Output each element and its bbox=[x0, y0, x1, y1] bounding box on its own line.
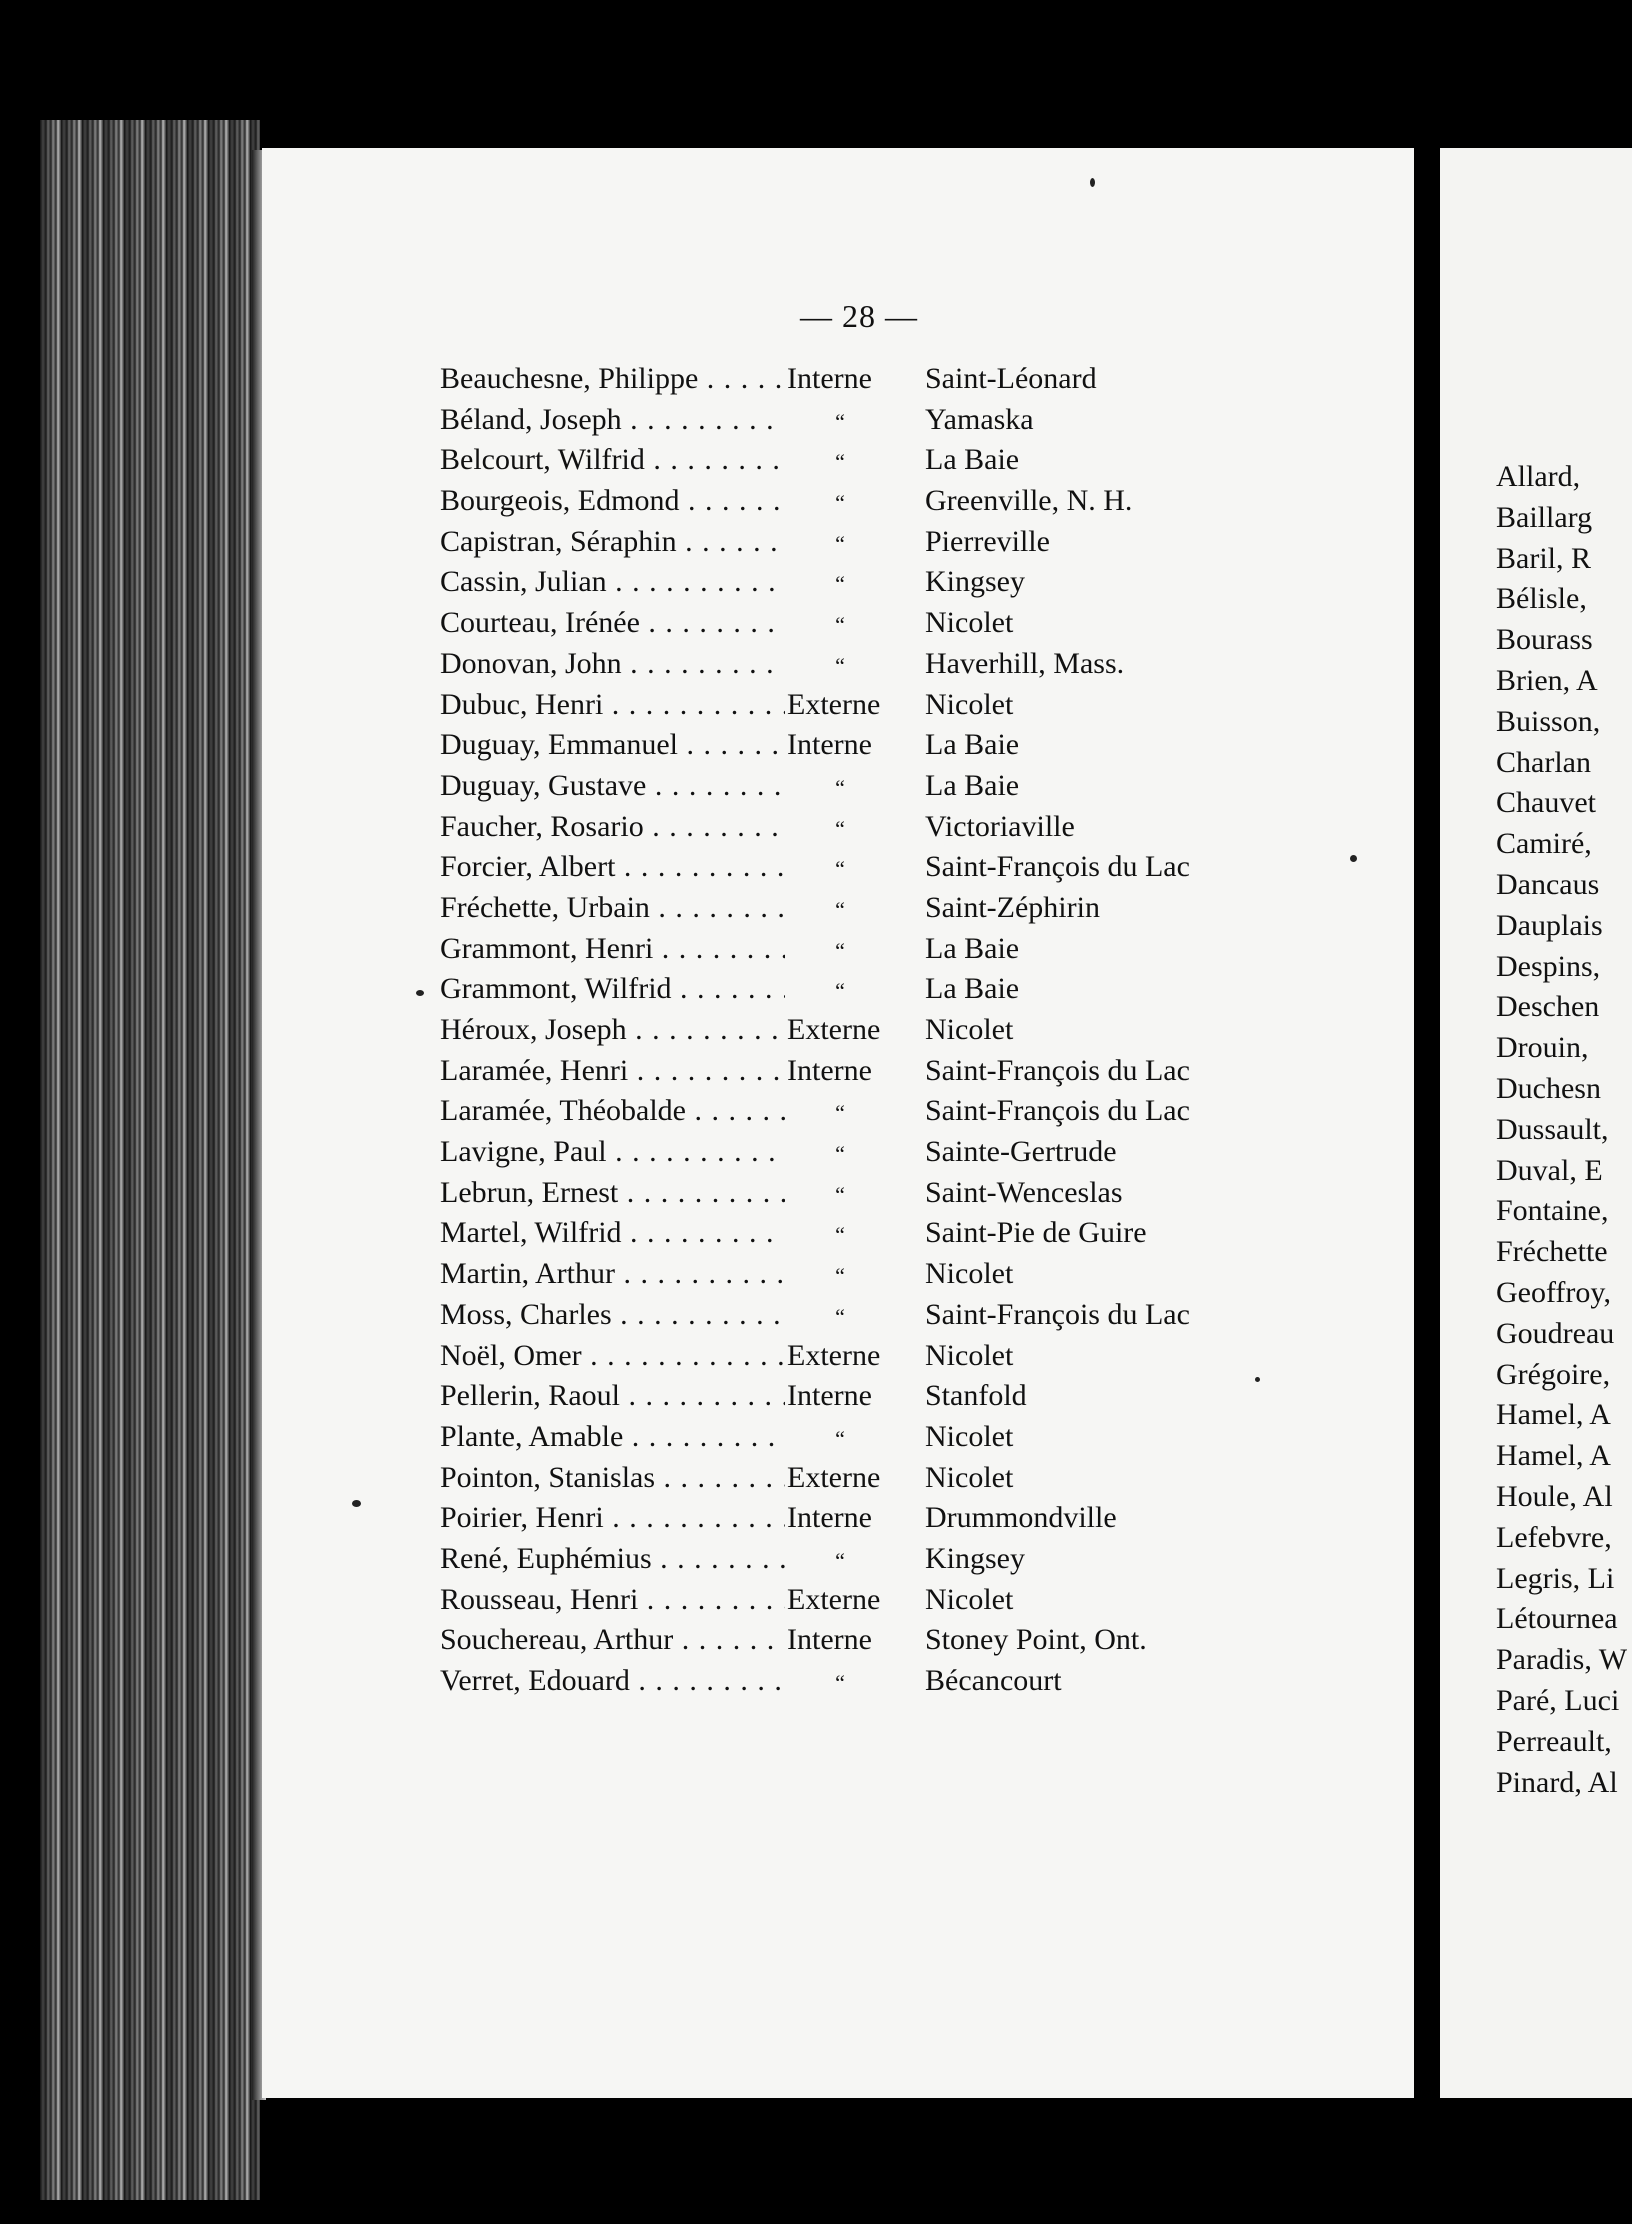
right-page-name: Fontaine, bbox=[1496, 1194, 1609, 1228]
boarding-status bbox=[785, 1542, 1345, 1576]
right-page-name: Dussault, bbox=[1496, 1112, 1609, 1146]
boarding-status bbox=[785, 1420, 1345, 1454]
student-name: Faucher, Rosario . . . bbox=[440, 810, 785, 844]
ditto-mark: “ bbox=[835, 815, 845, 841]
boarding-status: Interne bbox=[785, 362, 1347, 396]
ditto-mark: “ bbox=[835, 1141, 845, 1167]
student-name: Fréchette, Urbain . . . bbox=[440, 891, 785, 925]
right-page-name: Goudreau bbox=[1496, 1316, 1615, 1350]
ink-speck bbox=[1255, 1377, 1260, 1382]
ditto-mark: “ bbox=[835, 978, 845, 1004]
home-town: Nicolet bbox=[925, 1339, 1021, 1373]
home-town: Nicolet bbox=[925, 1257, 1021, 1291]
home-town: Bécancourt bbox=[925, 1664, 1070, 1698]
student-name: René, Euphémius . . . bbox=[440, 1542, 785, 1576]
student-name: Beauchesne, Philippe . . . bbox=[440, 362, 785, 396]
student-name: Noël, Omer . . . bbox=[440, 1339, 785, 1373]
home-town: La Baie bbox=[925, 443, 1027, 477]
student-name: Lavigne, Paul . . . bbox=[440, 1135, 785, 1169]
home-town: Haverhill, Mass. bbox=[925, 647, 1132, 681]
student-name: Grammont, Wilfrid . . . bbox=[440, 972, 785, 1006]
ditto-mark: “ bbox=[835, 1263, 845, 1289]
student-name: Verret, Edouard . . . bbox=[440, 1664, 785, 1698]
right-page-name: Paradis, W bbox=[1496, 1643, 1628, 1677]
home-town: Greenville, N. H. bbox=[925, 484, 1140, 518]
home-town: Stoney Point, Ont. bbox=[925, 1623, 1155, 1657]
right-page-name: Bélisle, bbox=[1496, 582, 1587, 616]
right-page-name: Dancaus bbox=[1496, 867, 1600, 901]
right-page-name: Charlan bbox=[1496, 745, 1591, 779]
right-page-name: Buisson, bbox=[1496, 704, 1601, 738]
ditto-mark: “ bbox=[835, 896, 845, 922]
boarding-status bbox=[785, 403, 1345, 437]
ditto-mark: “ bbox=[835, 1547, 845, 1573]
right-page-name: Duval, E bbox=[1496, 1153, 1603, 1187]
ditto-mark: “ bbox=[835, 856, 845, 882]
right-page-name: Dauplais bbox=[1496, 908, 1603, 942]
ditto-mark: “ bbox=[835, 490, 845, 516]
boarding-status: Externe bbox=[785, 688, 1347, 722]
home-town: Sainte-Gertrude bbox=[925, 1135, 1125, 1169]
right-page-name: Pinard, Al bbox=[1496, 1765, 1618, 1799]
student-name: Forcier, Albert . . . bbox=[440, 850, 785, 884]
ditto-mark: “ bbox=[835, 1303, 845, 1329]
home-town: Yamaska bbox=[925, 403, 1042, 437]
ditto-mark: “ bbox=[835, 1181, 845, 1207]
boarding-status bbox=[785, 972, 1345, 1006]
ditto-mark: “ bbox=[835, 449, 845, 475]
ink-speck bbox=[352, 1500, 361, 1507]
right-page-name: Fréchette bbox=[1496, 1235, 1608, 1269]
ditto-mark: “ bbox=[835, 1100, 845, 1126]
student-name: Poirier, Henri . . . bbox=[440, 1501, 785, 1535]
ditto-mark: “ bbox=[835, 530, 845, 556]
right-page-name: Baril, R bbox=[1496, 541, 1591, 575]
right-page-name: Allard, bbox=[1496, 460, 1581, 493]
student-name: Courteau, Irénée . . . bbox=[440, 606, 785, 640]
home-town: Saint-Zéphirin bbox=[925, 891, 1108, 925]
home-town: La Baie bbox=[925, 769, 1027, 803]
right-page-list bbox=[1496, 460, 1627, 1806]
ditto-mark: “ bbox=[835, 774, 845, 800]
boarding-status bbox=[785, 769, 1345, 803]
ditto-mark: “ bbox=[835, 571, 845, 597]
boarding-status bbox=[785, 606, 1345, 640]
right-page-name: Geoffroy, bbox=[1496, 1275, 1611, 1309]
boarding-status: Interne bbox=[785, 728, 1347, 762]
right-page-name: Despins, bbox=[1496, 949, 1601, 983]
student-name: Belcourt, Wilfrid . . . bbox=[440, 443, 785, 477]
ink-speck bbox=[1350, 855, 1357, 862]
student-name: Martin, Arthur . . . bbox=[440, 1257, 785, 1291]
boarding-status: Externe bbox=[785, 1583, 1347, 1617]
student-name: Pointon, Stanislas . . . bbox=[440, 1461, 785, 1495]
right-page-name: Lefebvre, bbox=[1496, 1520, 1612, 1554]
boarding-status bbox=[785, 525, 1345, 559]
ink-speck bbox=[416, 990, 424, 996]
ditto-mark: “ bbox=[835, 937, 845, 963]
student-name: Dubuc, Henri . . . bbox=[440, 688, 785, 722]
student-name: Souchereau, Arthur . . . bbox=[440, 1623, 785, 1657]
ink-speck bbox=[1090, 178, 1095, 187]
boarding-status: Interne bbox=[785, 1054, 1347, 1088]
home-town: La Baie bbox=[925, 932, 1027, 966]
right-page bbox=[1440, 148, 1632, 2098]
student-name: Cassin, Julian . . . bbox=[440, 565, 785, 599]
home-town: Saint-François du Lac bbox=[925, 850, 1198, 884]
student-name: Duguay, Emmanuel . . . bbox=[440, 728, 785, 762]
right-page-name: Drouin, bbox=[1496, 1031, 1589, 1065]
student-name: Duguay, Gustave . . . bbox=[440, 769, 785, 803]
student-name: Donovan, John . . . bbox=[440, 647, 785, 681]
home-town: Nicolet bbox=[925, 606, 1021, 640]
ditto-mark: “ bbox=[835, 1222, 845, 1248]
home-town: Nicolet bbox=[925, 688, 1021, 722]
home-town: Saint-Pie de Guire bbox=[925, 1216, 1155, 1250]
student-name: Laramée, Théobalde . . . bbox=[440, 1094, 785, 1128]
boarding-status: Interne bbox=[785, 1379, 1347, 1413]
home-town: La Baie bbox=[925, 728, 1027, 762]
home-town: Kingsey bbox=[925, 1542, 1033, 1576]
right-page-name: Camiré, bbox=[1496, 827, 1592, 861]
home-town: Nicolet bbox=[925, 1461, 1021, 1495]
right-page-name: Chauvet bbox=[1496, 786, 1596, 820]
home-town: Saint-Wenceslas bbox=[925, 1176, 1131, 1210]
student-name: Rousseau, Henri . . . bbox=[440, 1583, 785, 1617]
boarding-status bbox=[785, 932, 1345, 966]
student-name: Pellerin, Raoul . . . bbox=[440, 1379, 785, 1413]
home-town: Nicolet bbox=[925, 1583, 1021, 1617]
home-town: Victoriaville bbox=[925, 810, 1083, 844]
ditto-mark: “ bbox=[835, 1670, 845, 1695]
book-spine-edge bbox=[40, 120, 260, 2200]
student-name: Lebrun, Ernest . . . bbox=[440, 1176, 785, 1210]
student-name: Moss, Charles . . . bbox=[440, 1298, 785, 1332]
right-page-name: Grégoire, bbox=[1496, 1357, 1611, 1391]
right-page-name: Bourass bbox=[1496, 623, 1593, 657]
right-page-name: Paré, Luci bbox=[1496, 1683, 1620, 1717]
student-name: Béland, Joseph . . . bbox=[440, 403, 785, 437]
right-page-name: Brien, A bbox=[1496, 663, 1598, 697]
home-town: Drummondville bbox=[925, 1501, 1125, 1535]
right-page-name: Legris, Li bbox=[1496, 1561, 1615, 1595]
student-name: Martel, Wilfrid . . . bbox=[440, 1216, 785, 1250]
boarding-status: Externe bbox=[785, 1013, 1347, 1047]
home-town: Pierreville bbox=[925, 525, 1058, 559]
right-page-name: Houle, Al bbox=[1496, 1479, 1613, 1513]
right-page-name: Baillarg bbox=[1496, 500, 1593, 534]
student-name: Grammont, Henri . . . bbox=[440, 932, 785, 966]
home-town: Saint-François du Lac bbox=[925, 1054, 1198, 1088]
student-name: Capistran, Séraphin . . . bbox=[440, 525, 785, 559]
home-town: Saint-François du Lac bbox=[925, 1298, 1198, 1332]
right-page-name: Duchesn bbox=[1496, 1071, 1601, 1105]
ditto-mark: “ bbox=[835, 652, 845, 678]
right-page-name: Perreault, bbox=[1496, 1724, 1612, 1758]
boarding-status: Externe bbox=[785, 1461, 1347, 1495]
home-town: Nicolet bbox=[925, 1420, 1021, 1454]
boarding-status bbox=[785, 1257, 1345, 1291]
boarding-status: Externe bbox=[785, 1339, 1347, 1373]
home-town: Saint-François du Lac bbox=[925, 1094, 1198, 1128]
student-name: Héroux, Joseph . . . bbox=[440, 1013, 785, 1047]
home-town: Stanfold bbox=[925, 1379, 1035, 1413]
home-town: Kingsey bbox=[925, 565, 1033, 599]
boarding-status bbox=[785, 565, 1345, 599]
boarding-status: Interne bbox=[785, 1623, 1347, 1657]
student-name: Bourgeois, Edmond . . . bbox=[440, 484, 785, 518]
right-page-name: Hamel, A bbox=[1496, 1439, 1611, 1473]
page-number: — 28 — bbox=[800, 298, 918, 334]
student-name: Plante, Amable . . . bbox=[440, 1420, 785, 1454]
ditto-mark: “ bbox=[835, 408, 845, 434]
boarding-status: Interne bbox=[785, 1501, 1347, 1535]
boarding-status bbox=[785, 443, 1345, 477]
home-town: Saint-Léonard bbox=[925, 362, 1105, 396]
ditto-mark: “ bbox=[835, 612, 845, 638]
right-page-name: Deschen bbox=[1496, 990, 1600, 1024]
home-town: La Baie bbox=[925, 972, 1027, 1006]
home-town: Nicolet bbox=[925, 1013, 1021, 1047]
ditto-mark: “ bbox=[835, 1425, 845, 1451]
right-page-name: Hamel, A bbox=[1496, 1398, 1611, 1432]
student-name: Laramée, Henri . . . bbox=[440, 1054, 785, 1088]
right-page-name: Létournea bbox=[1496, 1602, 1618, 1636]
